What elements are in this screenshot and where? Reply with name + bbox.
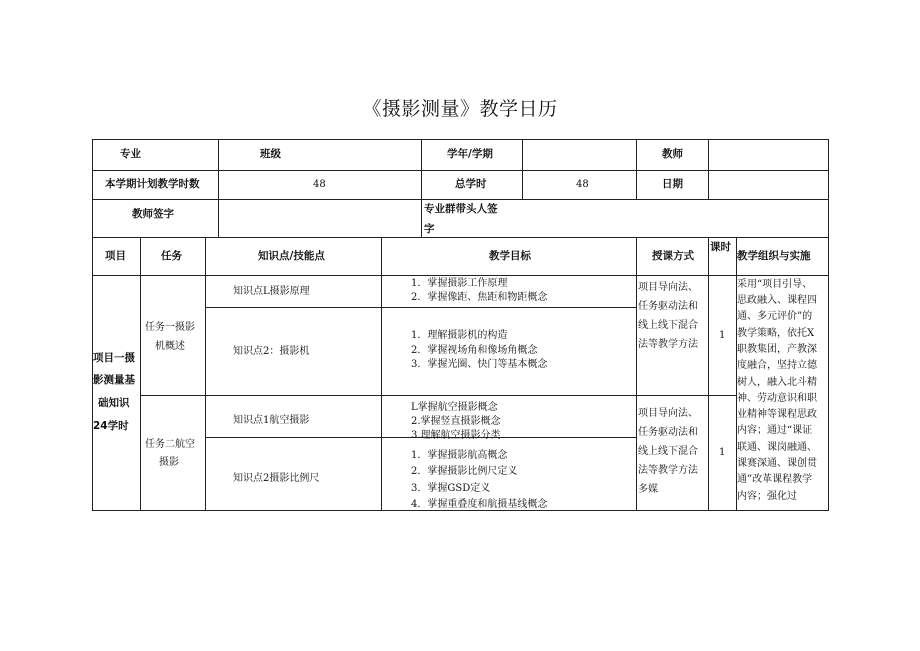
planned-hours-value: 48 (313, 179, 326, 190)
col-hours: 课时 (710, 241, 731, 253)
col-method: 授课方式 (652, 250, 694, 262)
hours-value-2: 1 (719, 447, 726, 458)
date-label: 日期 (662, 178, 683, 190)
planned-hours-label: 本学期计划教学时数 (105, 178, 200, 190)
col-task: 任务 (161, 250, 182, 262)
total-hours-value: 48 (576, 179, 589, 190)
hours-value-1: 1 (719, 330, 726, 341)
knowledge-point-1: 知识点L摄影原理 (233, 286, 310, 297)
major-label: 专业 (120, 148, 141, 160)
leader-sign-label-line1: 专业群带头人签 (424, 203, 498, 215)
col-org: 教学组织与实施 (737, 250, 811, 262)
class-label: 班级 (260, 148, 281, 160)
total-hours-label: 总学时 (455, 178, 487, 190)
teacher-sign-label: 教师签字 (132, 208, 174, 220)
leader-sign-label-line2: 字 (424, 223, 435, 235)
knowledge-point-2: 知识点2：摄影机 (233, 346, 310, 357)
col-project: 项目 (105, 250, 126, 262)
year-term-label: 学年/学期 (447, 148, 493, 160)
page-title: 《摄影测量》教学日历 (362, 98, 558, 120)
knowledge-point-4: 知识点2摄影比例尺 (233, 473, 320, 484)
teacher-label: 教师 (662, 148, 683, 160)
col-goals: 教学目标 (489, 250, 531, 262)
col-knowledge: 知识点/技能点 (258, 250, 325, 262)
knowledge-point-3: 知识点1航空摄影 (233, 415, 310, 426)
